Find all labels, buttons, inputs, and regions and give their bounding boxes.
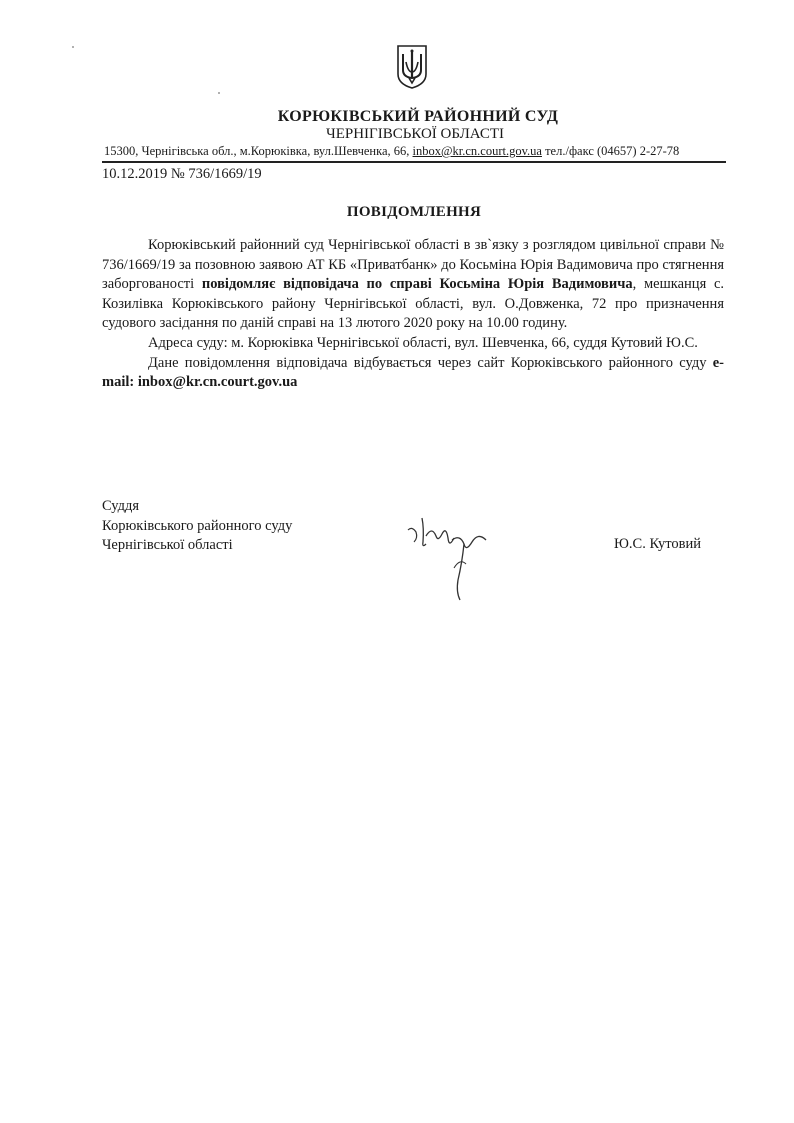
judge-court-line: Корюківського районного суду [102,517,293,534]
paragraph-text: Дане повідомлення відповідача відбувається через сайт Корюківського районного суду [148,354,713,371]
court-email-link[interactable]: inbox@kr.cn.court.gov.ua [412,144,542,158]
notice-paragraph-2: Адреса суду: м. Корюківка Чернігівської області, вул. Шевченка, 66, суддя Кутовий Ю.С. [148,334,698,351]
trident-coat-of-arms-icon [395,44,429,90]
court-region: ЧЕРНІГІВСЬКОЇ ОБЛАСТІ [325,126,505,142]
notice-body [102,236,724,393]
judge-region-line: Чернігівської області [102,537,233,553]
court-address-line [104,144,724,159]
scan-speck [72,46,74,48]
notice-paragraph-1 [102,236,724,334]
judge-title-block [102,497,292,556]
paragraph-bold-text: повідомляє відповідача по справі Косьміна Юрія Вадимовича [201,276,633,293]
judge-name: Ю.С. Кутовий [614,536,702,552]
paragraph-text: , мешканця с. Козилівка Корюківського району Чернігівської області, вул. О.Довженка, 72 про призначення судового засідання по даній справі на 13 лютого 2020 року на 10.00 годину. [102,276,725,332]
header-divider [102,161,726,163]
court-name: КОРЮКІВСЬКИЙ РАЙОННИЙ СУД [277,108,559,125]
handwritten-signature-icon [402,508,502,606]
paragraph-text: Корюківський районний суд Чернігівської області в зв`язку з розглядом цивільної справи № 736/1669/19 за позовною заявою АТ КБ «Приватбанк» до Косьміна Юрія Вадимовича про стягнення заборгованості [102,237,724,293]
court-phone: тел./факс (04657) 2-27-78 [541,144,680,158]
court-address: 15300, Чернігівська обл., м.Корюківка, вул.Шевченка, 66, [104,144,413,158]
court-email-bold: e-mail: inbox@kr.cn.court.gov.ua [102,354,724,391]
notice-paragraph-3 [102,354,724,393]
judge-title-line: Суддя [102,498,140,514]
document-title: ПОВІДОМЛЕННЯ [346,204,482,220]
document-reference: 10.12.2019 № 736/1669/19 [102,166,262,182]
scan-speck [218,92,220,94]
